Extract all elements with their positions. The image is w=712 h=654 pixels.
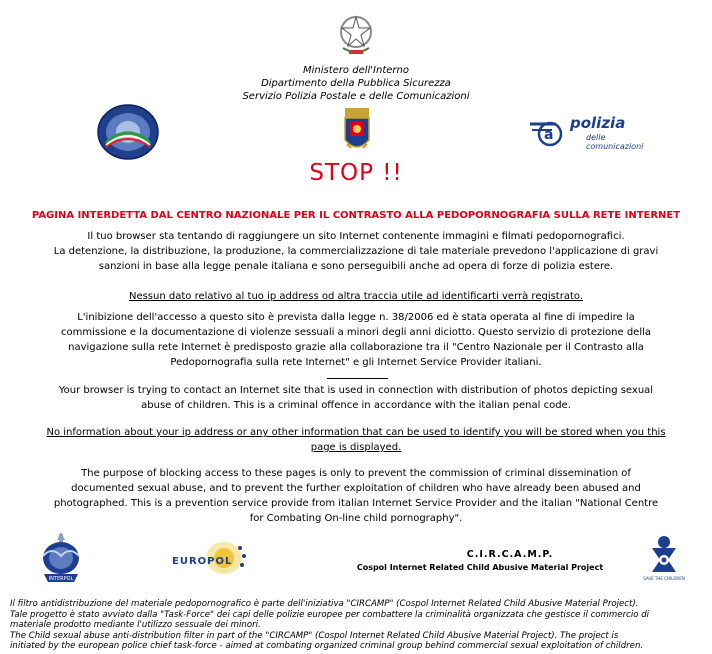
europol-logo (170, 540, 254, 582)
english-purpose-paragraph (10, 466, 702, 526)
italian-legal-line: Pedopornografia sulla rete Internet" e gli Internet Service Provider italiani. (170, 357, 542, 368)
polizia-di-stato-crest (341, 106, 373, 156)
interpol-logo (38, 532, 84, 588)
footer-line: materiale prodotto mediante l'utilizzo sessuale dei minori. (10, 620, 261, 630)
english-purpose-line: for Combating On-line child pornography". (249, 513, 463, 524)
footer-line: Il filtro antidistribuzione del materiale pedopornografico è parte dell'iniziativa "CIRCAMP" (Cospol Internet Related Child Abusive Material Project). (10, 599, 639, 609)
italian-warning-line: Il tuo browser sta tentando di raggiungere un sito Internet contenente immagini e filmati pedopornografici. (87, 231, 625, 242)
italian-legal-line: commissione e la documentazione di violenze sessuali a minori degli anni diciotto. Questo servizio di protezione della (61, 327, 651, 338)
italian-legal-paragraph (10, 310, 702, 370)
ministry-line2: Dipartimento della Pubblica Sicurezza (261, 78, 451, 89)
ministry-line3: Servizio Polizia Postale e delle Comunicazioni (242, 91, 470, 102)
section-divider (327, 378, 388, 379)
english-purpose-line: photographed. This is a prevention service provide from italian Internet Service Provider and the italian "National Centre (53, 498, 659, 509)
italian-warning-paragraph (10, 229, 702, 274)
footer-line: The Child sexual abuse anti-distribution filter in part of the "CIRCAMP" (Cospol Internet Related Child Abusive Material Project). The project is (10, 630, 619, 641)
stop-title: STOP !! (309, 160, 403, 186)
english-purpose-line: documented sexual abuse, and to prevent the further exploitation of children who have already been abused and (71, 483, 641, 494)
footer-line: Tale progetto è stato avviato dalla "Task-Force" dei capi delle polizie europee per combattere la criminalità organizzata che gestisce il commercio di (10, 609, 650, 620)
polizia-logo-subword: delle comunicazioni (586, 133, 644, 151)
at-sign-icon (528, 116, 568, 148)
english-privacy-line: No information about your ip address or any other information that can be used to identify you will be stored when you this (46, 427, 666, 438)
ministry-line1: Ministero dell'Interno (303, 65, 409, 76)
italian-legal-line: navigazione sulla rete Internet è predisposto grazie alla collaborazione tra il "Centro Nazionale per il Contrasto alla (68, 342, 644, 353)
interpol-logo-text: INTERPOL (48, 576, 74, 582)
circamp-subtitle: Cospol Internet Related Child Abusive Material Project (356, 563, 604, 572)
circamp-title: C.I.R.C.A.M.P. (466, 549, 554, 560)
english-privacy-notice (10, 425, 702, 455)
english-warning-paragraph (10, 383, 702, 413)
italian-warning-line: La detenzione, la distribuzione, la produzione, la commercializzazione di tale materiale prevedono l'applicazione di gravi (53, 246, 659, 257)
italian-legal-line: L'inibizione dell'accesso a questo sito è prevista dalla legge n. 38/2006 ed è stata operata al fine di impedire la (77, 312, 635, 323)
polizia-logo-word: polizia (570, 114, 626, 132)
english-purpose-line: The purpose of blocking access to these pages is only to prevent the commission of criminal dissemination of (81, 468, 631, 479)
italian-privacy-notice: Nessun dato relativo al tuo ip address od altra traccia utile ad identificarti verrà registrato. (128, 291, 584, 302)
footer-line: initiated by the european police chief task-force - aimed at combating organized criminal group behind commercial sexual exploitation of children. (10, 641, 644, 651)
italian-republic-emblem (338, 10, 374, 56)
footer-notice (10, 599, 710, 652)
italian-warning-line: sanzioni in base alla legge penale italiana e sono perseguibili anche ad opera di forze di polizia estere. (98, 261, 614, 272)
child-protection-logo (643, 534, 685, 582)
english-warning-line: Your browser is trying to contact an Internet site that is used in connection with distribution of photos depicting sexual (58, 385, 654, 396)
ministry-header (0, 64, 712, 103)
english-warning-line: abuse of children. This is a criminal offence in accordance with the italian penal code. (141, 400, 571, 411)
polizia-comunicazioni-logo (528, 116, 652, 150)
telematic-police-seal-logo (96, 103, 160, 161)
svg-text:a: a (544, 127, 554, 143)
child-protection-logo-text: SAVE THE CHILDREN (643, 576, 685, 581)
blocked-page-headline: PAGINA INTERDETTA DAL CENTRO NAZIONALE PER IL CONTRASTO ALLA PEDOPORNOGRAFIA SULLA RETE INTERNET (31, 210, 681, 221)
english-privacy-line: page is displayed. (310, 442, 402, 453)
europol-logo-text: EUROPOL (172, 556, 233, 567)
